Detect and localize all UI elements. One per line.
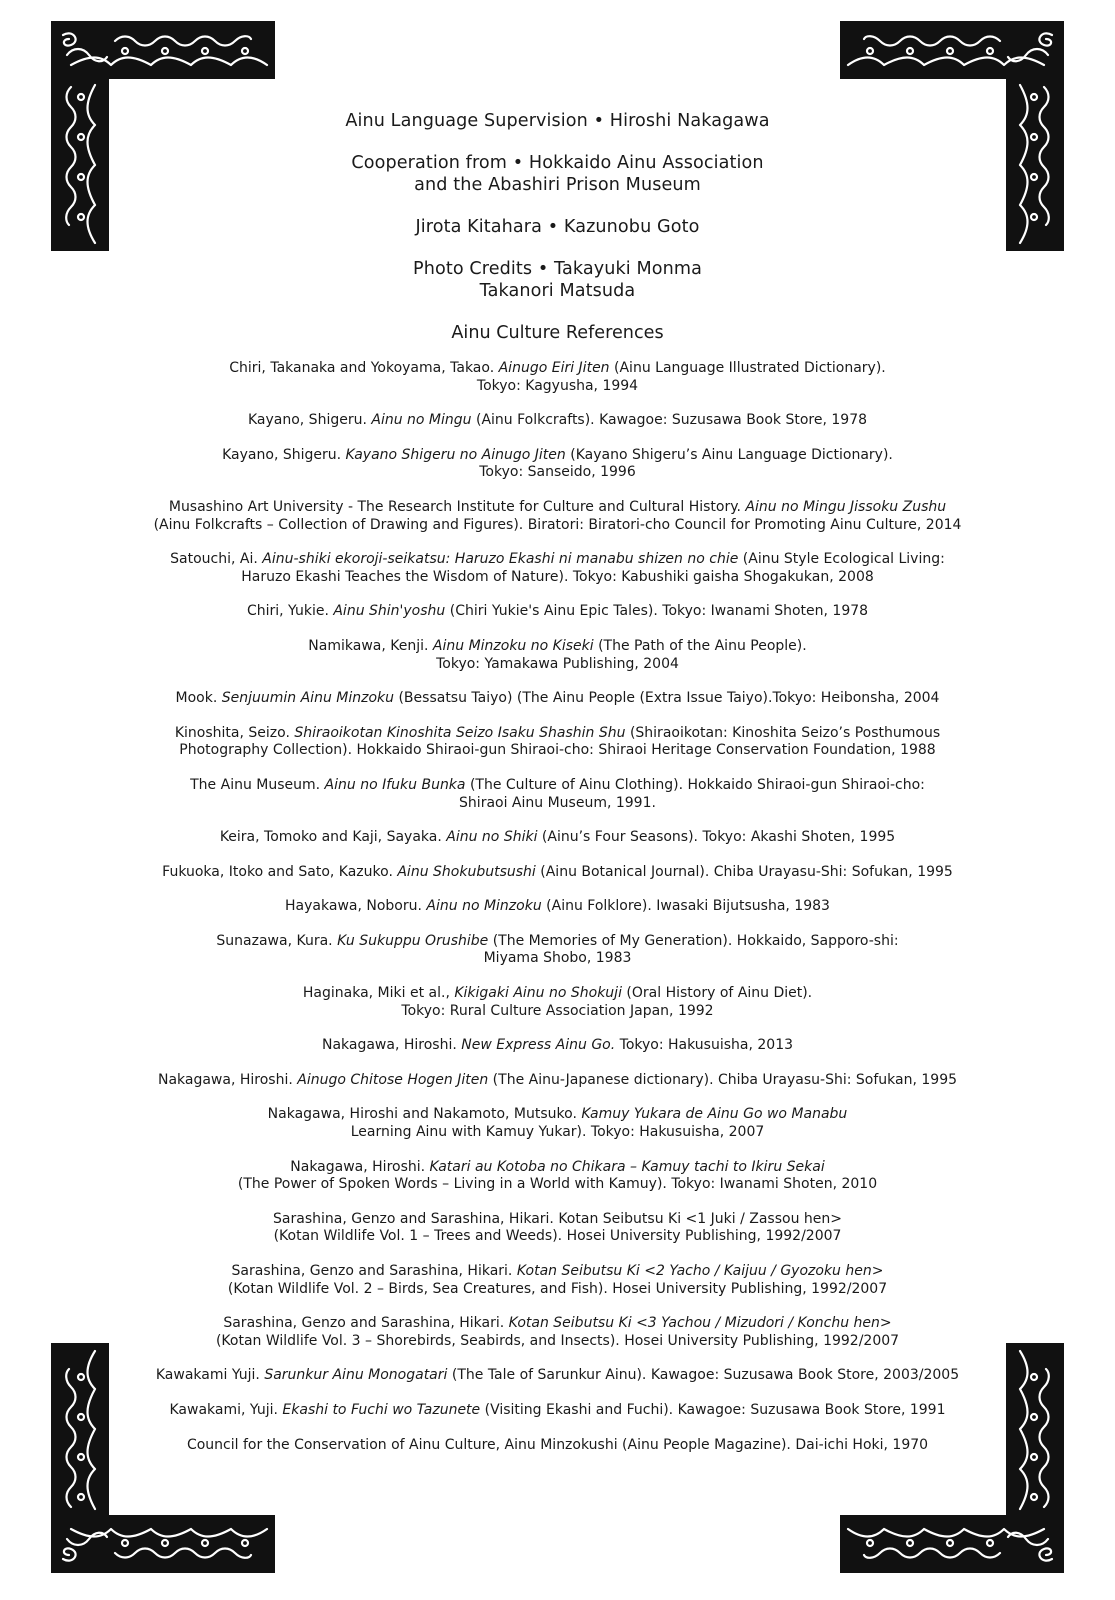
reference-text: Sarashina, Genzo and Sarashina, Hikari. Kotan Seibutsu Ki <1 Juki / Zassou hen>	[273, 1210, 842, 1227]
reference-text: (Ainu Folklore). Iwasaki Bijutsusha, 1983	[541, 898, 830, 915]
reference-item	[0, 1159, 1115, 1194]
reference-text: (Ainu Language Illustrated Dictionary).	[609, 360, 886, 376]
credit-label: Cooperation from	[351, 153, 508, 173]
reference-text: (Visiting Ekashi and Fuchi). Kawagoe: Suzusawa Book Store, 1991	[480, 1401, 946, 1418]
reference-text: Namikawa, Kenji.	[308, 637, 433, 654]
reference-text: Council for the Conservation of Ainu Culture, Ainu Minzokushi (Ainu People Magazine). Dai-ichi Hoki, 1970	[186, 1436, 929, 1453]
reference-item	[0, 447, 1115, 482]
reference-item	[0, 985, 1115, 1020]
reference-item	[0, 1106, 1115, 1141]
reference-text: Hayakawa, Noboru.	[285, 898, 427, 915]
reference-text: Sarashina, Genzo and Sarashina, Hikari.	[231, 1263, 517, 1279]
reference-text: (The Ainu-Japanese dictionary). Chiba Urayasu-Shi: Sofukan, 1995	[488, 1071, 958, 1088]
reference-text: Musashino Art University - The Research Institute for Culture and Cultural History.	[168, 498, 746, 515]
reference-text: Nakagawa, Hiroshi.	[321, 1037, 462, 1054]
reference-text: (The Memories of My Generation). Hokkaido, Sapporo-shi:	[488, 932, 899, 949]
reference-title-text: Ainugo Chitose Hogen Jiten	[297, 1071, 489, 1088]
reference-title-text: Ainu no Mingu	[371, 412, 472, 429]
reference-line	[120, 1124, 995, 1142]
reference-title-text: Ku Sukuppu Orushibe	[337, 932, 489, 949]
reference-text: (Ainu Folkcrafts – Collection of Drawing and Figures). Biratori: Biratori-cho Council for Promoting Ainu Culture, 2014	[153, 516, 962, 533]
reference-text: (Kayano Shigeru’s Ainu Language Dictionary).	[565, 446, 893, 463]
reference-title-text: Ainugo Eiri Jiten	[498, 360, 610, 376]
reference-title-text: Sarunkur Ainu Monogatari	[264, 1367, 448, 1384]
language-supervision-credit: Ainu Language Supervision • Hiroshi Nakagawa	[345, 111, 770, 131]
reference-line	[120, 638, 995, 656]
reference-text: (Kotan Wildlife Vol. 1 – Trees and Weeds). Hosei University Publishing, 1992/2007	[273, 1228, 842, 1245]
reference-item	[0, 1315, 1115, 1350]
reference-text: Tokyo: Rural Culture Association Japan, 1992	[401, 1002, 714, 1019]
reference-text: Kawakami, Yuji.	[169, 1401, 283, 1418]
reference-text: Kawakami Yuji.	[155, 1367, 265, 1384]
reference-item	[0, 638, 1115, 673]
reference-title-text: Kotan Seibutsu Ki <2 Yacho / Kaijuu / Gyozoku hen>	[516, 1263, 884, 1279]
reference-item	[0, 1072, 1115, 1090]
reference-item	[0, 1367, 1115, 1385]
reference-item	[0, 1263, 1115, 1298]
reference-title-text: New Express Ainu Go.	[461, 1037, 616, 1054]
reference-line	[120, 603, 995, 621]
reference-title-text: Ainu Shokubutsushi	[397, 863, 536, 880]
reference-title-text: Ainu no Minzoku	[426, 898, 542, 915]
credit-name: Hiroshi Nakagawa	[609, 111, 770, 131]
reference-item	[0, 1437, 1115, 1455]
reference-text: Satouchi, Ai.	[170, 551, 263, 568]
cooperation-credit: Cooperation from • Hokkaido Ainu Association and the Abashiri Prison Museum	[0, 152, 1115, 196]
reference-line	[120, 864, 995, 882]
reference-text: Tokyo: Kagyusha, 1994	[476, 377, 639, 394]
reference-line	[120, 378, 995, 396]
reference-text: Mook.	[175, 690, 222, 707]
reference-item	[0, 499, 1115, 534]
reference-item	[0, 725, 1115, 760]
reference-line	[120, 795, 995, 813]
reference-line	[120, 447, 995, 465]
credit-name: and the Abashiri Prison Museum	[414, 175, 701, 195]
reference-line	[120, 777, 995, 795]
reference-text: (The Power of Spoken Words – Living in a World with Kamuy). Tokyo: Iwanami Shoten, 2010	[237, 1176, 878, 1193]
reference-text: Shiraoi Ainu Museum, 1991.	[459, 794, 656, 811]
reference-line	[120, 1037, 995, 1055]
reference-text: Chiri, Yukie.	[246, 603, 334, 620]
reference-text: Kinoshita, Seizo.	[174, 724, 295, 741]
reference-text: Kayano, Shigeru.	[222, 446, 346, 463]
reference-item	[0, 603, 1115, 621]
reference-line	[120, 950, 995, 968]
reference-title-text: Ainu Shin'yoshu	[333, 603, 446, 620]
reference-text: (The Culture of Ainu Clothing). Hokkaido Shiraoi-gun Shiraoi-cho:	[465, 776, 925, 793]
credit-label: Ainu Language Supervision	[345, 111, 588, 131]
reference-text: The Ainu Museum.	[190, 776, 325, 793]
reference-line	[120, 1003, 995, 1021]
reference-item	[0, 864, 1115, 882]
reference-title-text: Kamuy Yukara de Ainu Go wo Manabu	[581, 1106, 848, 1123]
reference-line	[120, 1315, 995, 1333]
reference-line	[120, 742, 995, 760]
reference-line	[120, 898, 995, 916]
reference-title-text: Ainu-shiki ekoroji-seikatsu: Haruzo Ekashi ni manabu shizen no chie	[262, 551, 739, 568]
reference-line	[120, 933, 995, 951]
credits-page	[0, 110, 1115, 1471]
credit-name: Kazunobu Goto	[563, 217, 700, 237]
reference-line	[120, 1211, 995, 1229]
references-list	[0, 360, 1115, 1454]
credit-label: Photo Credits	[413, 259, 533, 279]
reference-item	[0, 690, 1115, 708]
reference-text: Learning Ainu with Kamuy Yukar). Tokyo: Hakusuisha, 2007	[350, 1124, 765, 1141]
reference-line	[120, 1159, 995, 1177]
reference-title-text: Ainu no Ifuku Bunka	[324, 776, 466, 793]
reference-text: Nakagawa, Hiroshi.	[290, 1158, 430, 1175]
reference-text: Fukuoka, Itoko and Sato, Kazuko.	[162, 863, 398, 880]
reference-text: Sunazawa, Kura.	[216, 932, 338, 949]
reference-item	[0, 898, 1115, 916]
reference-text: Chiri, Takanaka and Yokoyama, Takao.	[229, 360, 499, 376]
reference-item	[0, 1211, 1115, 1246]
reference-item	[0, 933, 1115, 968]
reference-line	[120, 985, 995, 1003]
reference-line	[120, 1437, 995, 1455]
reference-title-text: Ekashi to Fuchi wo Tazunete	[282, 1401, 481, 1418]
reference-text: (The Path of the Ainu People).	[593, 637, 807, 654]
reference-title-text: Shiraoikotan Kinoshita Seizo Isaku Shashin Shu	[294, 724, 626, 741]
reference-text: Nakagawa, Hiroshi.	[157, 1071, 298, 1088]
reference-text: (Kotan Wildlife Vol. 2 – Birds, Sea Creatures, and Fish). Hosei University Publishing, 1992/2007	[227, 1280, 888, 1297]
reference-line	[120, 1333, 995, 1351]
reference-title-text: Katari au Kotoba no Chikara – Kamuy tachi to Ikiru Sekai	[429, 1158, 825, 1175]
reference-title-text: Ainu no Shiki	[446, 829, 538, 846]
reference-text: (Ainu Style Ecological Living:	[738, 551, 945, 568]
reference-item	[0, 777, 1115, 812]
credit-name: Hokkaido Ainu Association	[528, 153, 764, 173]
reference-text: (Kotan Wildlife Vol. 3 – Shorebirds, Seabirds, and Insects). Hosei University Publishing, 1992/2007	[215, 1332, 900, 1349]
reference-item	[0, 829, 1115, 847]
reference-line	[120, 829, 995, 847]
reference-title-text: Ainu Minzoku no Kiseki	[432, 637, 594, 654]
reference-title-text: Kotan Seibutsu Ki <3 Yachou / Mizudori / Konchu hen>	[508, 1315, 892, 1332]
reference-line	[120, 551, 995, 569]
credit-name: Takanori Matsuda	[479, 281, 636, 301]
reference-line	[120, 360, 995, 378]
reference-line	[120, 412, 995, 430]
staff-credit: Jirota Kitahara • Kazunobu Goto	[415, 217, 700, 237]
reference-line	[120, 1106, 995, 1124]
credit-name: Takayuki Monma	[554, 259, 702, 279]
reference-title-text: Ainu no Mingu Jissoku Zushu	[745, 498, 947, 515]
reference-item	[0, 1037, 1115, 1055]
reference-text: Sarashina, Genzo and Sarashina, Hikari.	[223, 1315, 509, 1332]
reference-line	[120, 464, 995, 482]
reference-line	[120, 499, 995, 517]
reference-text: Tokyo: Yamakawa Publishing, 2004	[436, 655, 679, 672]
reference-line	[120, 569, 995, 587]
reference-text: (The Tale of Sarunkur Ainu). Kawagoe: Suzusawa Book Store, 2003/2005	[447, 1367, 960, 1384]
reference-text: (Ainu Botanical Journal). Chiba Urayasu-Shi: Sofukan, 1995	[535, 863, 953, 880]
reference-line	[120, 1228, 995, 1246]
reference-text: Tokyo: Sanseido, 1996	[479, 464, 636, 481]
reference-item	[0, 1402, 1115, 1420]
reference-text: Haginaka, Miki et al.,	[302, 985, 455, 1002]
reference-line	[120, 517, 995, 535]
reference-line	[120, 725, 995, 743]
reference-line	[120, 1176, 995, 1194]
reference-text: (Oral History of Ainu Diet).	[621, 985, 813, 1002]
reference-title-text: Kayano Shigeru no Ainugo Jiten	[345, 446, 566, 463]
reference-text: Photography Collection). Hokkaido Shiraoi-gun Shiraoi-cho: Shiraoi Heritage Conservation Foundation, 1988	[179, 742, 936, 759]
reference-item	[0, 412, 1115, 430]
reference-text: Tokyo: Hakusuisha, 2013	[615, 1037, 794, 1054]
reference-text: (Ainu’s Four Seasons). Tokyo: Akashi Shoten, 1995	[537, 829, 896, 846]
reference-item	[0, 551, 1115, 586]
reference-text: Haruzo Ekashi Teaches the Wisdom of Nature). Tokyo: Kabushiki gaisha Shogakukan, 2008	[241, 568, 874, 585]
reference-text: (Shiraoikotan: Kinoshita Seizo’s Posthumous	[625, 724, 941, 741]
reference-line	[120, 1281, 995, 1299]
reference-text: (Bessatsu Taiyo) (The Ainu People (Extra Issue Taiyo).Tokyo: Heibonsha, 2004	[394, 690, 940, 707]
reference-text: Kayano, Shigeru.	[247, 412, 372, 429]
reference-text: Keira, Tomoko and Kaji, Sayaka.	[219, 829, 447, 846]
references-title: Ainu Culture References	[451, 323, 664, 343]
reference-title-text: Kikigaki Ainu no Shokuji	[454, 985, 622, 1002]
reference-text: Nakagawa, Hiroshi and Nakamoto, Mutsuko.	[267, 1106, 582, 1123]
reference-item	[0, 360, 1115, 395]
reference-text: (Ainu Folkcrafts). Kawagoe: Suzusawa Book Store, 1978	[471, 412, 868, 429]
reference-line	[120, 1367, 995, 1385]
credit-name: Jirota Kitahara	[415, 217, 543, 237]
reference-line	[120, 1072, 995, 1090]
reference-text: (Chiri Yukie's Ainu Epic Tales). Tokyo: Iwanami Shoten, 1978	[445, 603, 869, 620]
reference-line	[120, 656, 995, 674]
reference-text: Miyama Shobo, 1983	[483, 950, 632, 967]
reference-line	[120, 1402, 995, 1420]
reference-title-text: Senjuumin Ainu Minzoku	[221, 690, 395, 707]
photo-credit: Photo Credits • Takayuki Monma Takanori Matsuda	[0, 258, 1115, 302]
reference-line	[120, 690, 995, 708]
reference-line	[120, 1263, 995, 1281]
